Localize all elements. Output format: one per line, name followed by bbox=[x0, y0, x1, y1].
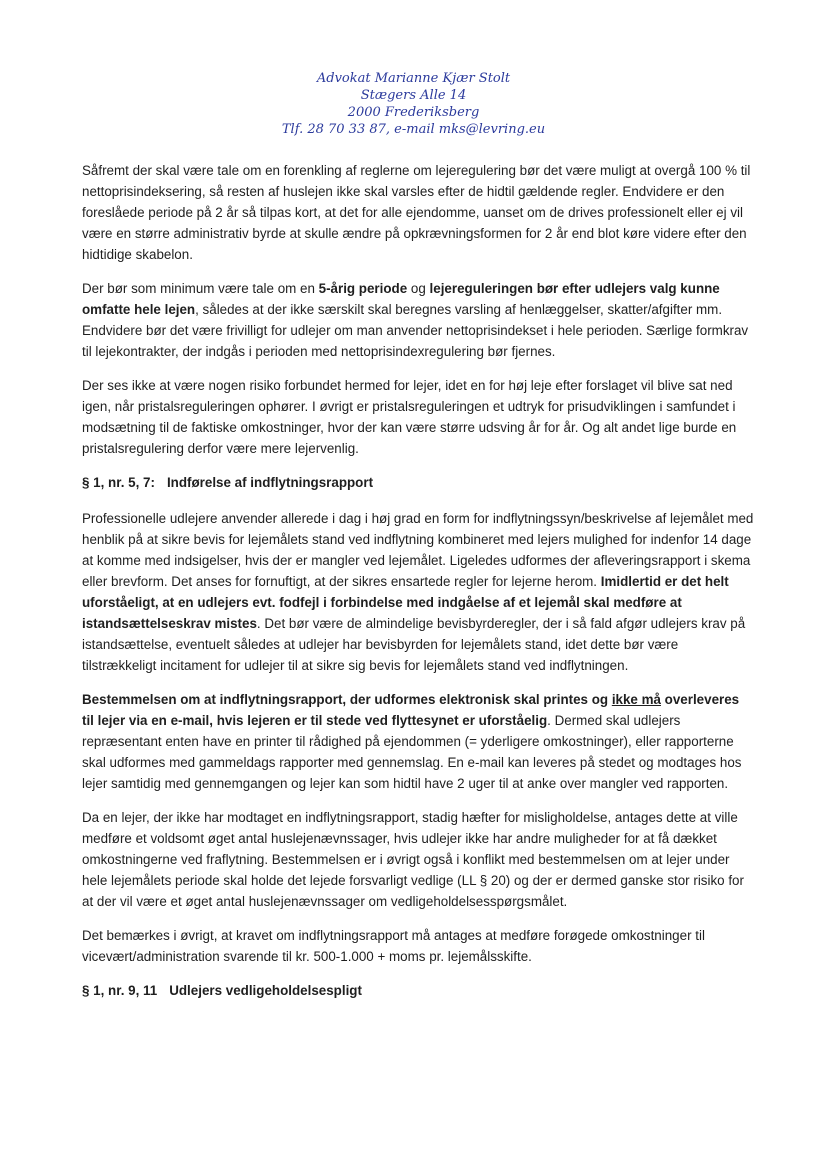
paragraph-7: Det bemærkes i øvrigt, at kravet om indflytningsrapport må antages at medføre forøgede omkostninger til vicevært/administration svarende til kr. 500-1.000 + moms pr. lejemålsskifte. bbox=[82, 928, 705, 964]
paragraph-4-text-2: . Det bør være de almindelige bevisbyrderegler, der i så fald afgør udlejers krav på istandsættelse, eventuelt således at udlejer har bevisbyrden for lejemålets stand, idet dette bør være tilstrækkeligt incitament for udlejer til at sikre sig bevis for lejemålets stand ved indflytningen. bbox=[82, 616, 746, 673]
section-heading-1 bbox=[82, 472, 754, 493]
paragraph-1: Såfremt der skal være tale om en forenkling af reglerne om lejeregulering bør det være muligt at overgå 100 % til nettoprisindeksering, så resten af huslejen ikke skal varsles efter de hidtil gældende regler. Endvidere er den foreslåede periode på 2 år så tilpas kort, at det for alle ejendomme, uanset om de drives professionelt eller ej vil være en større administrativ byrde at skulle ændre på opkrævningsformen for 2 år end blot køre videre efter den hidtidige skabelon. bbox=[82, 163, 751, 262]
letterhead-city: 2000 Frederiksberg bbox=[347, 105, 480, 120]
letterhead-name: Advokat Marianne Kjær Stolt bbox=[316, 71, 511, 86]
paragraph-2-text-1: Der bør som minimum være tale om en bbox=[82, 281, 319, 296]
section-heading-1-number: § 1, nr. 5, 7: bbox=[82, 475, 155, 490]
section-heading-2-title: Udlejers vedligeholdelsespligt bbox=[169, 983, 362, 998]
document-body bbox=[82, 160, 754, 1016]
paragraph-6: Da en lejer, der ikke har modtaget en indflytningsrapport, stadig hæfter for misligholdelse, antages dette at ville medføre et voldsomt øget antal huslejenævnssager, hvis udlejer ikke har andre muligheder for at få dækket omkostningerne ved fraflytning. Bestemmelsen er i øvrigt også i konflikt med bestemmelsen om at lejer under hele lejemålets periode skal holde det lejede forsvarligt vedlige (LL § 20) og der er dermed ganske stor risiko for at der vil være et øget antal huslejenævnssager om vedligeholdelsesspørgsmålet. bbox=[82, 810, 744, 909]
section-heading-2 bbox=[82, 980, 754, 1001]
paragraph-2 bbox=[82, 278, 754, 362]
letterhead-contact: Tlf. 28 70 33 87, e-mail mks@levring.eu bbox=[281, 122, 546, 137]
letterhead bbox=[0, 70, 827, 138]
paragraph-5-underlined: ikke må bbox=[611, 692, 661, 707]
paragraph-5-bold-2: overleveres til lejer via en e-mail, hvis lejeren er til stede ved flyttesynet er uforståelig bbox=[82, 692, 740, 728]
paragraph-5-bold-1: Bestemmelsen om at indflytningsrapport, der udformes elektronisk skal printes og bbox=[82, 692, 612, 707]
paragraph-3: Der ses ikke at være nogen risiko forbundet hermed for lejer, idet en for høj leje efter forslaget vil blive sat ned igen, når pristalsreguleringen ophører. I øvrigt er pristalsreguleringen et udtryk for prisudviklingen i samfundet i modsætning til de faktiske omkostninger, hvor der kan være større udsving år for år. Og alt andet lige burde en pristalsregulering derfor være mere lejervenlig. bbox=[82, 378, 737, 456]
letterhead-street: Stægers Alle 14 bbox=[360, 88, 467, 103]
section-heading-2-number: § 1, nr. 9, 11 bbox=[82, 983, 158, 998]
paragraph-2-text-2: og bbox=[407, 281, 430, 296]
paragraph-5-text-1: . Dermed skal udlejers repræsentant enten have en printer til rådighed på ejendommen (= yderligere omkostninger), eller rapporterne skal udformes med gammeldags rapporter med gennemslag. En e-mail kan leveres på stedet og modtages hos lejer samtidig med gennemgangen og lejer kan som hidtil have 2 uger til at anke over mangler ved rapporten. bbox=[82, 713, 742, 791]
paragraph-2-bold-1: 5-årig periode bbox=[318, 281, 408, 296]
paragraph-4-text-1: Professionelle udlejere anvender allerede i dag i høj grad en form for indflytningssyn/beskrivelse af lejemålet med henblik på at sikre bevis for lejemålets stand ved indflytning kombineret med lejers mulighed for indenfor 14 dage at komme med indsigelser, hvis der er mangler ved lejemålet. Ligeledes udformes der afleveringsrapport i skema eller brevform. Det anses for fornuftigt, at der sikres ensartede regler for lejerne herom. bbox=[82, 511, 754, 589]
paragraph-2-text-3: , således at der ikke særskilt skal beregnes varsling af henlæggelser, skatter/afgifter mm. Endvidere bør det være frivilligt for udlejer om man anvender nettoprisindekset i hele perioden. Særlige formkrav til lejekontrakter, der indgås i perioden med nettoprisindexregulering bør fjernes. bbox=[82, 302, 749, 359]
section-heading-1-title: Indførelse af indflytningsrapport bbox=[166, 475, 374, 490]
paragraph-4 bbox=[82, 508, 754, 676]
paragraph-2-bold-2: lejereguleringen bør efter udlejers valg kunne omfatte hele lejen bbox=[82, 281, 720, 317]
paragraph-4-bold-1: Imidlertid er det helt uforståeligt, at en udlejers evt. fodfejl i forbindelse med indgåelse af et lejemål skal medføre at istandsættelseskrav mistes bbox=[82, 574, 729, 631]
paragraph-5 bbox=[82, 689, 754, 794]
